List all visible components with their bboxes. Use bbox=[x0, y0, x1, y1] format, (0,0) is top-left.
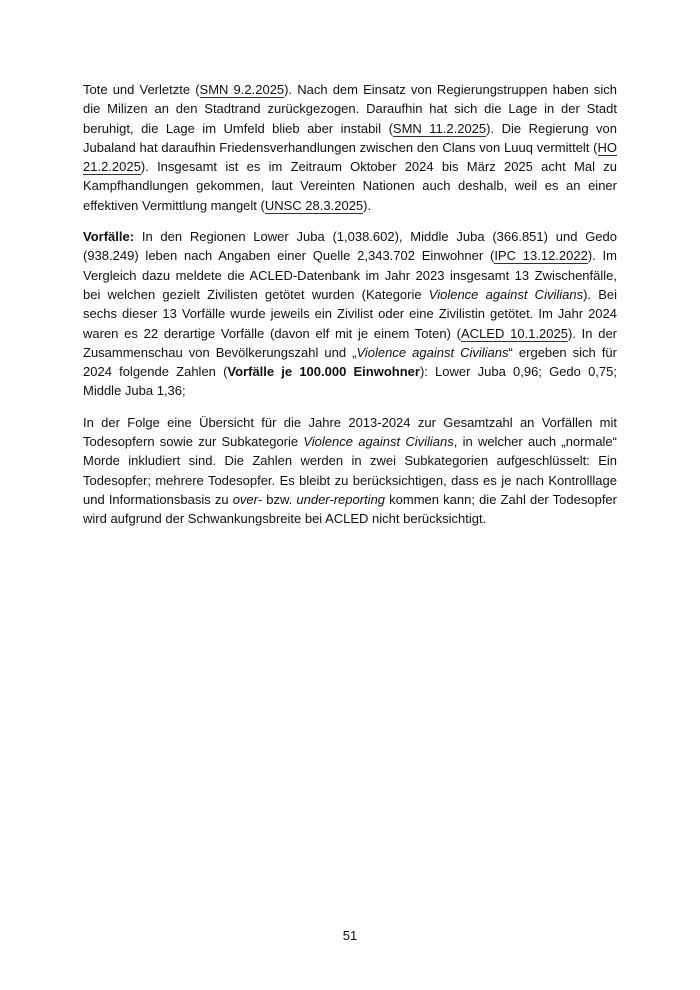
citation-link-unsc-28-3-2025[interactable]: UNSC 28.3.2025 bbox=[264, 197, 364, 213]
paragraph-overview bbox=[83, 413, 617, 529]
citation-link-smn-9-2-2025[interactable]: SMN 9.2.2025 bbox=[199, 82, 285, 97]
text-span: “ ergeben sich für 2024 folgende Zahlen ( bbox=[83, 344, 617, 380]
paragraph-vorfaelle bbox=[83, 227, 617, 401]
text-span: ). Nach dem Einsatz von Regierungstruppen haben sich die Milizen an den Stadtrand zurückgezogen. Daraufhin hat sich die Lage in der Stadt beruhigt, die Lage im Umfeld blieb aber instabil ( bbox=[83, 82, 618, 136]
text-span: bzw. bbox=[262, 491, 297, 507]
section-label-vorfaelle: Vorfälle: bbox=[83, 229, 135, 245]
category-term: Violence against Civilians bbox=[428, 286, 584, 302]
category-term: Violence against Civilians bbox=[303, 434, 454, 450]
citation-link-acled-10-1-2025[interactable]: ACLED 10.1.2025 bbox=[461, 325, 568, 341]
text-span: ). Im Vergleich dazu meldete die ACLED-Datenbank im Jahr 2023 insgesamt 13 Zwischenfälle, bei welchen gezielt Zivilisten getötet wurden (Kategorie bbox=[83, 248, 617, 302]
bold-term: Vorfälle je 100.000 Einwohner bbox=[227, 364, 420, 380]
text-span: ). Die Regierung von Jubaland hat daraufhin Friedensverhandlungen zwischen den Clans von Luuq vermittelt ( bbox=[83, 120, 617, 155]
category-term: Violence against Civilians bbox=[356, 344, 509, 360]
paragraph-luuq-fighting bbox=[83, 80, 617, 215]
text-span: ). Insgesamt ist es im Zeitraum Oktober 2024 bis März 2025 acht Mal zu Kampfhandlungen gekommen, laut Vereinten Nationen auch deshalb, weil es an einer effektiven Vermittlung mangelt ( bbox=[83, 159, 617, 213]
text-span: ): Lower Juba 0,96; Gedo 0,75; Middle Juba 1,36; bbox=[83, 364, 617, 399]
page-number: 51 bbox=[342, 928, 358, 943]
citation-link-ipc-13-12-2022[interactable]: IPC 13.12.2022 bbox=[494, 248, 588, 264]
italic-term: over- bbox=[232, 491, 263, 507]
italic-term: under-reporting bbox=[296, 491, 386, 507]
text-span: In der Folge eine Übersicht für die Jahre 2013-2024 zur Gesamtzahl an Vorfällen mit Todesopfern sowie zur Subkategorie bbox=[83, 414, 617, 450]
text-span: kommen kann; die Zahl der Todesopfer wird aufgrund der Schwankungsbreite bei ACLED nicht berücksichtigt. bbox=[83, 491, 617, 527]
text-span: In den Regionen Lower Juba (1,038.602), Middle Juba (366.851) und Gedo (938.249) leben nach Angaben einer Quelle 2,343.702 Einwohner ( bbox=[83, 229, 617, 264]
citation-link-smn-11-2-2025[interactable]: SMN 11.2.2025 bbox=[392, 120, 487, 136]
text-span: , in welcher auch „normale“ Morde inkludiert sind. Die Zahlen werden in zwei Subkategorien aufgeschlüsselt: Ein Todesopfer; mehrere Todesopfer. Es bleibt zu berücksichtigen, dass es je nach Kontrolllage und Informationsbasis zu bbox=[83, 434, 617, 507]
citation-link-ho-21-2-2025[interactable]: HO 21.2.2025 bbox=[83, 139, 617, 175]
text-span: ). In der Zusammenschau von Bevölkerungszahl und „ bbox=[83, 325, 618, 360]
text-span: Tote und Verletzte ( bbox=[83, 82, 200, 97]
text-span: ). bbox=[363, 197, 372, 213]
page-content bbox=[83, 80, 617, 541]
text-span: ). Bei sechs dieser 13 Vorfälle wurde jeweils ein Zivilist oder eine Zivilistin getötet. Im Jahr 2024 waren es 22 derartige Vorfälle (davon elf mit je einem Toten) ( bbox=[83, 286, 617, 341]
